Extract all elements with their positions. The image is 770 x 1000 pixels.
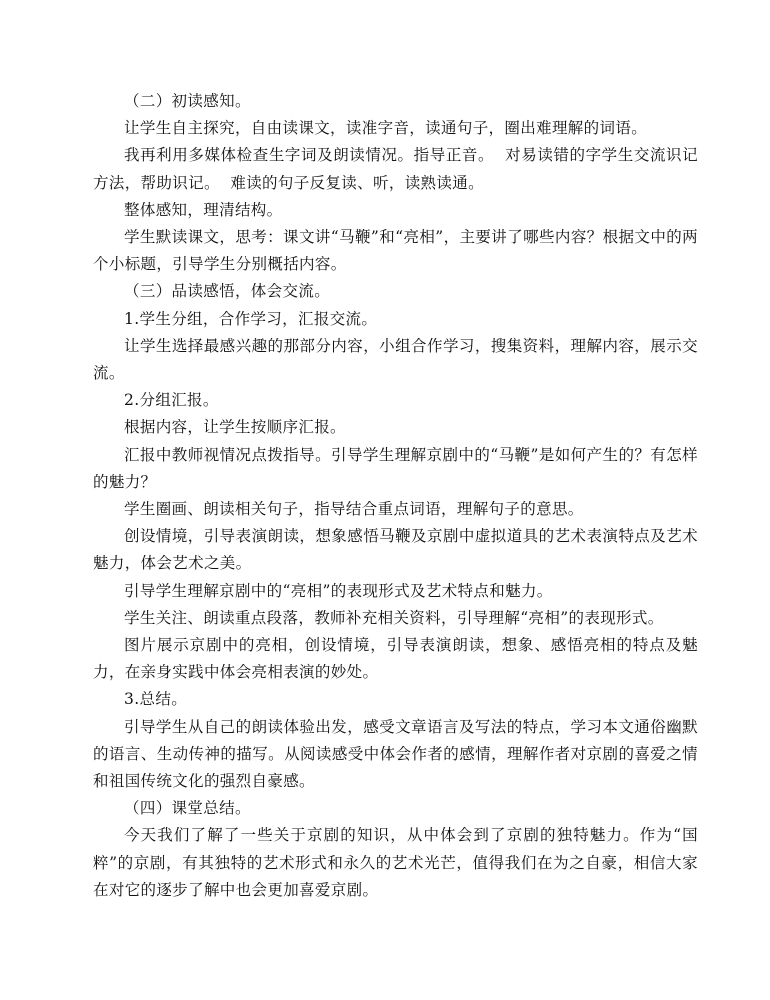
body-paragraph: 创设情境，引导表演朗读，想象感悟马鞭及京剧中虚拟道具的艺术表演特点及艺术魅力，体会艺术之美。 xyxy=(93,527,698,573)
body-paragraph: 学生圈画、朗读相关句子，指导结合重点词语，理解句子的意思。 xyxy=(124,500,584,519)
body-paragraph: 学生默读课文，思考：课文讲“马鞭”和“亮相”，主要讲了哪些内容？根据文中的两个小标题，引导学生分别概括内容。 xyxy=(93,228,698,274)
body-paragraph: 让学生自主探究，自由读课文，读准字音，读通句子，圈出难理解的词语。 xyxy=(124,119,648,138)
body-paragraph: 让学生选择最感兴趣的那部分内容，小组合作学习，搜集资料，理解内容，展示交流。 xyxy=(93,336,698,383)
body-paragraph: 整体感知，理清结构。 xyxy=(124,200,283,219)
numbered-item: 3.总结。 xyxy=(124,690,188,709)
body-paragraph: 汇报中教师视情况点拨指导。引导学生理解京剧中的“马鞭”是如何产生的？有怎样的魅力？ xyxy=(93,445,698,491)
body-paragraph: 我再利用多媒体检查生字词及朗读情况。指导正音。 对易读错的字学生交流识记方法，帮助识记。 难读的句子反复读、听，读熟读通。 xyxy=(93,146,698,192)
body-paragraph: 根据内容，让学生按顺序汇报。 xyxy=(124,418,346,437)
numbered-item: 1.学生分组，合作学习，汇报交流。 xyxy=(124,309,378,328)
document-body xyxy=(93,88,698,904)
body-paragraph: 引导学生理解京剧中的“亮相”的表现形式及艺术特点和魅力。 xyxy=(124,581,553,600)
section-heading: （四）课堂总结。 xyxy=(124,799,251,818)
section-heading: （三）品读感悟，体会交流。 xyxy=(124,282,331,301)
body-paragraph: 学生关注、朗读重点段落，教师补充相关资料，引导理解“亮相”的表现形式。 xyxy=(124,608,664,627)
body-paragraph: 引导学生从自己的朗读体验出发，感受文章语言及写法的特点，学习本文通俗幽默的语言、生动传神的描写。从阅读感受中体会作者的感情，理解作者对京剧的喜爱之情和祖国传统文化的强烈自豪感。 xyxy=(93,717,698,791)
section-heading: （二）初读感知。 xyxy=(124,92,251,110)
body-paragraph: 图片展示京剧中的亮相，创设情境，引导表演朗读，想象、感悟亮相的特点及魅力，在亲身实践中体会亮相表演的妙处。 xyxy=(93,636,698,682)
body-paragraph: 今天我们了解了一些关于京剧的知识，从中体会到了京剧的独特魅力。作为“国粹”的京剧，有其独特的艺术形式和永久的艺术光芒，值得我们在为之自豪，相信大家在对它的逐步了解中也会更加喜爱京剧。 xyxy=(93,826,698,899)
numbered-item: 2.分组汇报。 xyxy=(124,391,219,410)
